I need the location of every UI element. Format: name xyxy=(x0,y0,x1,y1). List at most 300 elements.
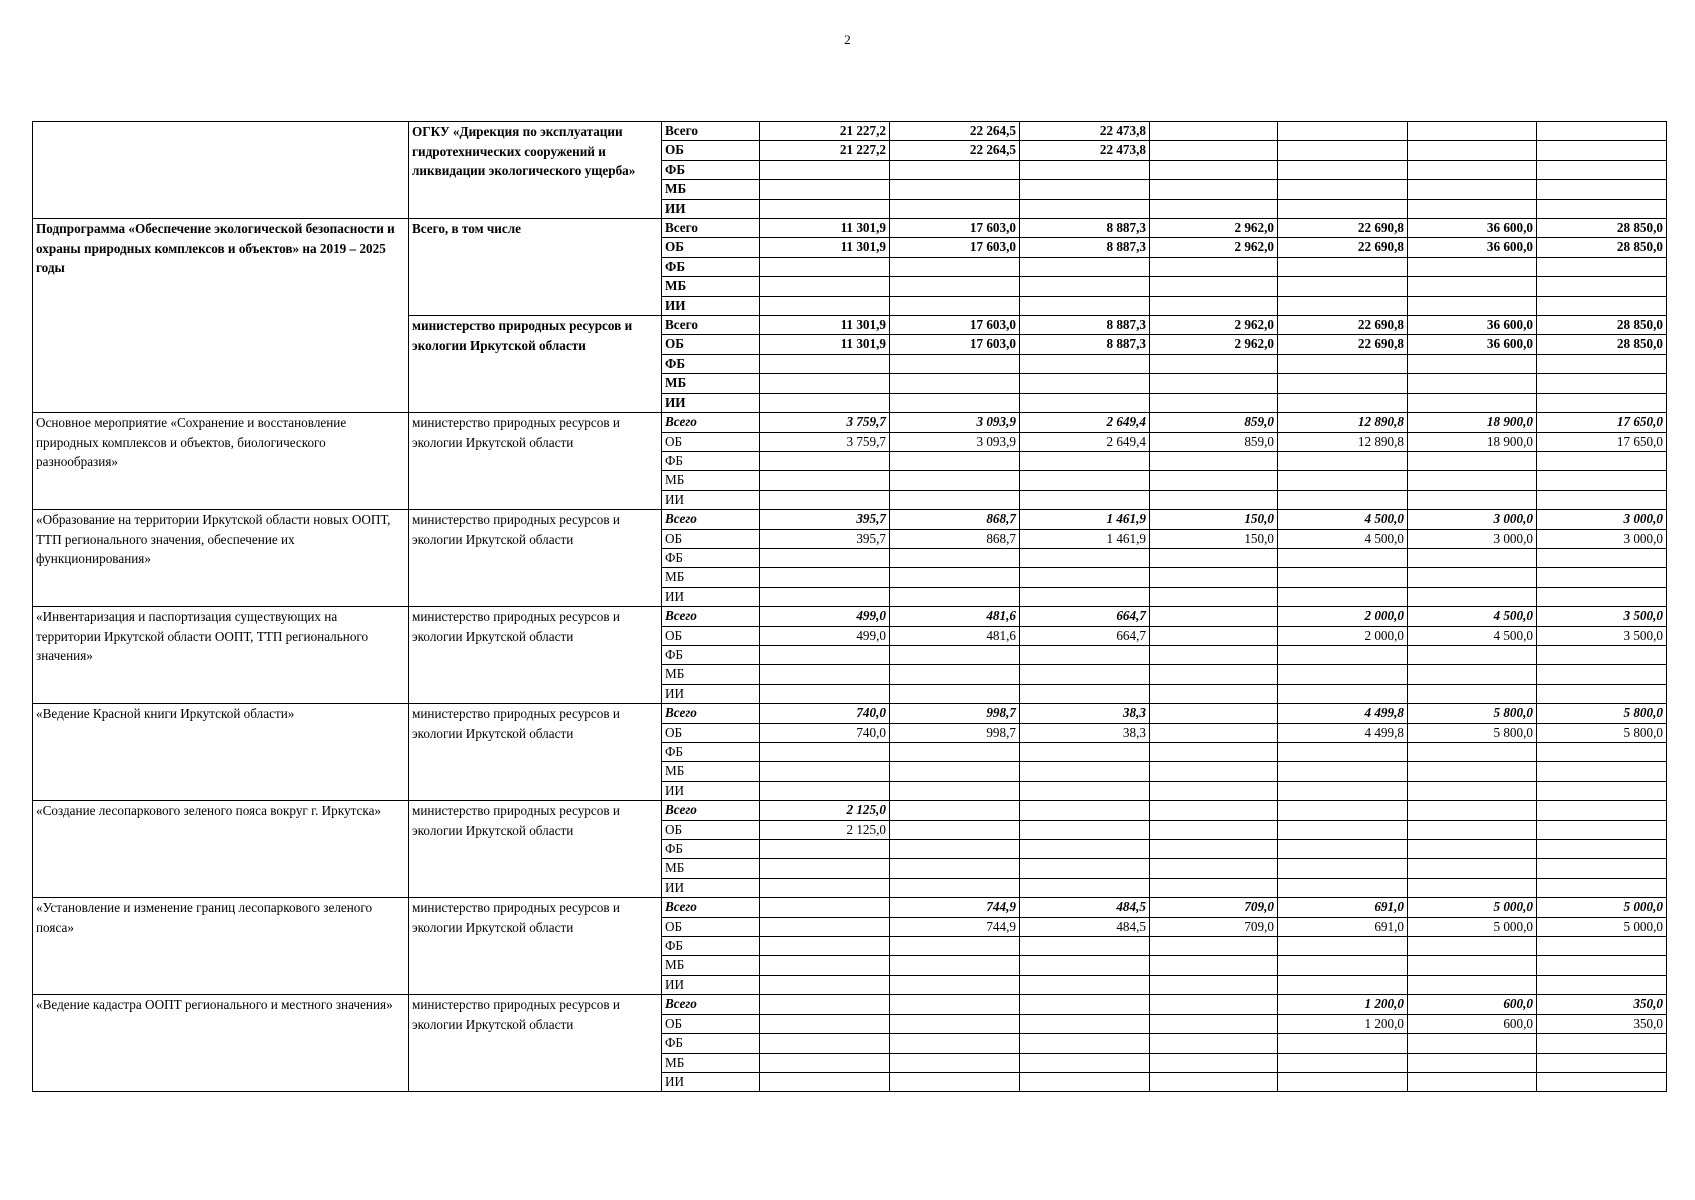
amount-cell xyxy=(1020,451,1150,470)
amount-cell xyxy=(1020,199,1150,218)
amount-cell xyxy=(890,937,1020,956)
amount-cell: 3 500,0 xyxy=(1537,626,1667,645)
amount-cell: 2 962,0 xyxy=(1150,238,1278,257)
amount-cell xyxy=(1278,762,1408,781)
amount-cell xyxy=(1537,975,1667,994)
amount-cell: 22 690,8 xyxy=(1278,316,1408,335)
funding-source-code: ИИ xyxy=(662,296,760,315)
amount-cell xyxy=(760,917,890,936)
amount-cell: 8 887,3 xyxy=(1020,219,1150,238)
amount-cell xyxy=(890,956,1020,975)
amount-cell xyxy=(890,859,1020,878)
amount-cell xyxy=(1278,859,1408,878)
amount-cell xyxy=(1150,956,1278,975)
funding-source-code: ОБ xyxy=(662,626,760,645)
amount-cell xyxy=(1408,122,1537,141)
amount-cell xyxy=(1020,781,1150,800)
amount-cell: 38,3 xyxy=(1020,704,1150,723)
funding-source-code: ОБ xyxy=(662,238,760,257)
amount-cell: 481,6 xyxy=(890,626,1020,645)
funding-source-code: ИИ xyxy=(662,490,760,509)
budget-table xyxy=(32,121,1667,1092)
table-row xyxy=(33,898,1667,917)
amount-cell xyxy=(760,180,890,199)
amount-cell xyxy=(1278,393,1408,412)
funding-source-code: ИИ xyxy=(662,684,760,703)
amount-cell: 4 499,8 xyxy=(1278,723,1408,742)
amount-cell: 36 600,0 xyxy=(1408,335,1537,354)
amount-cell xyxy=(1020,587,1150,606)
amount-cell: 740,0 xyxy=(760,704,890,723)
amount-cell xyxy=(890,1072,1020,1091)
funding-source-code: Всего xyxy=(662,316,760,335)
amount-cell: 664,7 xyxy=(1020,626,1150,645)
amount-cell: 28 850,0 xyxy=(1537,219,1667,238)
amount-cell: 11 301,9 xyxy=(760,238,890,257)
amount-cell xyxy=(1150,684,1278,703)
funding-source-code: ФБ xyxy=(662,1034,760,1053)
amount-cell: 868,7 xyxy=(890,529,1020,548)
amount-cell xyxy=(1537,548,1667,567)
amount-cell xyxy=(760,878,890,897)
amount-cell xyxy=(1278,665,1408,684)
amount-cell xyxy=(1150,296,1278,315)
amount-cell: 4 500,0 xyxy=(1408,626,1537,645)
funding-source-code: ФБ xyxy=(662,257,760,276)
amount-cell: 28 850,0 xyxy=(1537,316,1667,335)
amount-cell xyxy=(1537,665,1667,684)
amount-cell xyxy=(1537,956,1667,975)
amount-cell: 17 603,0 xyxy=(890,335,1020,354)
amount-cell xyxy=(890,995,1020,1014)
amount-cell xyxy=(760,762,890,781)
amount-cell xyxy=(1537,1072,1667,1091)
amount-cell xyxy=(1408,762,1537,781)
funding-source-code: ИИ xyxy=(662,587,760,606)
amount-cell xyxy=(1150,859,1278,878)
amount-cell xyxy=(760,840,890,859)
amount-cell xyxy=(1150,490,1278,509)
amount-cell xyxy=(1278,160,1408,179)
amount-cell: 600,0 xyxy=(1408,1014,1537,1033)
amount-cell: 4 500,0 xyxy=(1408,607,1537,626)
amount-cell xyxy=(760,277,890,296)
amount-cell: 2 000,0 xyxy=(1278,607,1408,626)
amount-cell: 150,0 xyxy=(1150,510,1278,529)
amount-cell xyxy=(1278,122,1408,141)
amount-cell: 150,0 xyxy=(1150,529,1278,548)
amount-cell xyxy=(1278,257,1408,276)
amount-cell xyxy=(1278,956,1408,975)
amount-cell: 868,7 xyxy=(890,510,1020,529)
amount-cell xyxy=(890,684,1020,703)
amount-cell xyxy=(1150,141,1278,160)
amount-cell: 22 690,8 xyxy=(1278,335,1408,354)
amount-cell xyxy=(890,393,1020,412)
amount-cell xyxy=(1408,665,1537,684)
amount-cell: 3 759,7 xyxy=(760,413,890,432)
amount-cell xyxy=(1278,645,1408,664)
amount-cell xyxy=(1537,762,1667,781)
amount-cell xyxy=(1408,956,1537,975)
amount-cell xyxy=(760,975,890,994)
amount-cell: 2 125,0 xyxy=(760,820,890,839)
amount-cell xyxy=(1020,393,1150,412)
amount-cell: 484,5 xyxy=(1020,898,1150,917)
amount-cell xyxy=(1020,878,1150,897)
amount-cell xyxy=(760,956,890,975)
funding-source-code: МБ xyxy=(662,568,760,587)
amount-cell xyxy=(760,1034,890,1053)
amount-cell xyxy=(1537,141,1667,160)
amount-cell: 3 500,0 xyxy=(1537,607,1667,626)
amount-cell xyxy=(1150,878,1278,897)
amount-cell xyxy=(1020,820,1150,839)
table-row xyxy=(33,219,1667,238)
amount-cell xyxy=(1278,374,1408,393)
amount-cell xyxy=(1408,1034,1537,1053)
funding-source-code: Всего xyxy=(662,607,760,626)
amount-cell xyxy=(890,878,1020,897)
amount-cell: 4 500,0 xyxy=(1278,510,1408,529)
amount-cell xyxy=(760,548,890,567)
funding-source-code: Всего xyxy=(662,801,760,820)
amount-cell xyxy=(1150,374,1278,393)
amount-cell xyxy=(1537,568,1667,587)
amount-cell xyxy=(1278,471,1408,490)
amount-cell xyxy=(1278,587,1408,606)
table-row xyxy=(33,510,1667,529)
amount-cell xyxy=(1278,684,1408,703)
amount-cell xyxy=(1020,374,1150,393)
amount-cell xyxy=(890,665,1020,684)
amount-cell: 859,0 xyxy=(1150,432,1278,451)
funding-source-code: Всего xyxy=(662,510,760,529)
activity-name: «Ведение Красной книги Иркутской области» xyxy=(33,704,409,801)
amount-cell xyxy=(760,393,890,412)
amount-cell: 1 461,9 xyxy=(1020,510,1150,529)
amount-cell xyxy=(1408,160,1537,179)
amount-cell xyxy=(890,781,1020,800)
amount-cell xyxy=(1537,801,1667,820)
amount-cell: 600,0 xyxy=(1408,995,1537,1014)
amount-cell xyxy=(1020,548,1150,567)
amount-cell xyxy=(1020,354,1150,373)
activity-name: «Создание лесопаркового зеленого пояса вокруг г. Иркутска» xyxy=(33,801,409,898)
amount-cell xyxy=(1278,141,1408,160)
table-row xyxy=(33,122,1667,141)
funding-source-code: ОБ xyxy=(662,820,760,839)
activity-name: «Установление и изменение границ лесопаркового зеленого пояса» xyxy=(33,898,409,995)
amount-cell xyxy=(1408,471,1537,490)
amount-cell xyxy=(1150,743,1278,762)
funding-source-code: Всего xyxy=(662,898,760,917)
amount-cell xyxy=(1020,840,1150,859)
amount-cell: 36 600,0 xyxy=(1408,316,1537,335)
amount-cell xyxy=(760,199,890,218)
amount-cell xyxy=(760,937,890,956)
amount-cell xyxy=(890,1034,1020,1053)
amount-cell xyxy=(1150,645,1278,664)
amount-cell xyxy=(1150,471,1278,490)
amount-cell: 12 890,8 xyxy=(1278,432,1408,451)
amount-cell xyxy=(1020,645,1150,664)
amount-cell xyxy=(890,645,1020,664)
funding-source-code: ФБ xyxy=(662,937,760,956)
amount-cell xyxy=(1408,374,1537,393)
amount-cell xyxy=(1408,354,1537,373)
amount-cell xyxy=(1537,471,1667,490)
table-row xyxy=(33,995,1667,1014)
funding-source-code: ИИ xyxy=(662,781,760,800)
funding-source-code: МБ xyxy=(662,180,760,199)
amount-cell xyxy=(1278,451,1408,470)
funding-source-code: Всего xyxy=(662,704,760,723)
amount-cell xyxy=(1537,257,1667,276)
amount-cell xyxy=(760,354,890,373)
funding-source-code: МБ xyxy=(662,956,760,975)
funding-source-code: ИИ xyxy=(662,975,760,994)
amount-cell: 18 900,0 xyxy=(1408,432,1537,451)
amount-cell: 21 227,2 xyxy=(760,141,890,160)
amount-cell xyxy=(1150,820,1278,839)
amount-cell xyxy=(1278,568,1408,587)
amount-cell xyxy=(1020,160,1150,179)
amount-cell xyxy=(760,568,890,587)
responsible-executor: министерство природных ресурсов и экологии Иркутской области xyxy=(409,316,662,413)
funding-source-code: МБ xyxy=(662,1053,760,1072)
amount-cell xyxy=(1150,607,1278,626)
amount-cell xyxy=(1278,781,1408,800)
amount-cell xyxy=(1537,354,1667,373)
amount-cell xyxy=(1408,568,1537,587)
amount-cell xyxy=(1278,180,1408,199)
amount-cell xyxy=(1278,878,1408,897)
funding-source-code: ИИ xyxy=(662,1072,760,1091)
amount-cell: 2 649,4 xyxy=(1020,413,1150,432)
amount-cell: 11 301,9 xyxy=(760,316,890,335)
funding-source-code: МБ xyxy=(662,277,760,296)
amount-cell: 691,0 xyxy=(1278,917,1408,936)
funding-source-code: ФБ xyxy=(662,743,760,762)
amount-cell xyxy=(1150,995,1278,1014)
amount-cell xyxy=(760,1014,890,1033)
amount-cell xyxy=(1020,1072,1150,1091)
amount-cell xyxy=(760,859,890,878)
amount-cell xyxy=(890,257,1020,276)
amount-cell: 744,9 xyxy=(890,898,1020,917)
table-row xyxy=(33,801,1667,820)
amount-cell xyxy=(890,975,1020,994)
amount-cell xyxy=(1408,257,1537,276)
amount-cell xyxy=(890,820,1020,839)
amount-cell xyxy=(1278,354,1408,373)
amount-cell: 3 000,0 xyxy=(1408,510,1537,529)
amount-cell: 21 227,2 xyxy=(760,122,890,141)
amount-cell xyxy=(1150,122,1278,141)
amount-cell xyxy=(1537,374,1667,393)
amount-cell: 22 473,8 xyxy=(1020,141,1150,160)
amount-cell xyxy=(1537,937,1667,956)
amount-cell xyxy=(1278,199,1408,218)
amount-cell: 22 473,8 xyxy=(1020,122,1150,141)
amount-cell xyxy=(1537,859,1667,878)
amount-cell xyxy=(1537,878,1667,897)
amount-cell: 499,0 xyxy=(760,607,890,626)
amount-cell: 22 690,8 xyxy=(1278,219,1408,238)
amount-cell xyxy=(760,665,890,684)
amount-cell xyxy=(1408,801,1537,820)
amount-cell xyxy=(1408,859,1537,878)
amount-cell xyxy=(1278,1072,1408,1091)
amount-cell: 18 900,0 xyxy=(1408,413,1537,432)
responsible-executor: министерство природных ресурсов и экологии Иркутской области xyxy=(409,510,662,607)
amount-cell xyxy=(1150,1034,1278,1053)
amount-cell xyxy=(890,296,1020,315)
amount-cell xyxy=(1020,801,1150,820)
funding-source-code: МБ xyxy=(662,665,760,684)
amount-cell xyxy=(760,645,890,664)
amount-cell xyxy=(1408,878,1537,897)
amount-cell xyxy=(1408,587,1537,606)
amount-cell xyxy=(1278,548,1408,567)
amount-cell: 17 650,0 xyxy=(1537,413,1667,432)
page-number: 2 xyxy=(844,32,851,47)
amount-cell xyxy=(1020,665,1150,684)
amount-cell xyxy=(890,548,1020,567)
amount-cell: 22 264,5 xyxy=(890,122,1020,141)
funding-source-code: МБ xyxy=(662,859,760,878)
funding-source-code: ОБ xyxy=(662,141,760,160)
amount-cell: 2 962,0 xyxy=(1150,335,1278,354)
amount-cell xyxy=(890,490,1020,509)
activity-name: «Ведение кадастра ООПТ регионального и местного значения» xyxy=(33,995,409,1092)
amount-cell xyxy=(1150,160,1278,179)
amount-cell: 3 759,7 xyxy=(760,432,890,451)
amount-cell: 998,7 xyxy=(890,704,1020,723)
amount-cell xyxy=(890,277,1020,296)
amount-cell xyxy=(1020,490,1150,509)
responsible-executor: министерство природных ресурсов и экологии Иркутской области xyxy=(409,898,662,995)
amount-cell xyxy=(1020,471,1150,490)
amount-cell: 22 264,5 xyxy=(890,141,1020,160)
funding-source-code: ФБ xyxy=(662,840,760,859)
amount-cell xyxy=(1537,451,1667,470)
table-row xyxy=(33,704,1667,723)
amount-cell xyxy=(890,199,1020,218)
amount-cell xyxy=(1537,820,1667,839)
amount-cell: 36 600,0 xyxy=(1408,238,1537,257)
amount-cell xyxy=(1020,975,1150,994)
funding-source-code: ОБ xyxy=(662,723,760,742)
amount-cell xyxy=(1020,684,1150,703)
amount-cell xyxy=(1150,257,1278,276)
amount-cell xyxy=(1537,840,1667,859)
amount-cell xyxy=(1408,199,1537,218)
amount-cell: 28 850,0 xyxy=(1537,335,1667,354)
amount-cell xyxy=(760,1072,890,1091)
amount-cell xyxy=(1020,937,1150,956)
amount-cell xyxy=(890,180,1020,199)
amount-cell xyxy=(1537,490,1667,509)
amount-cell xyxy=(890,1014,1020,1033)
amount-cell xyxy=(1020,1053,1150,1072)
amount-cell: 11 301,9 xyxy=(760,219,890,238)
amount-cell xyxy=(1537,160,1667,179)
funding-source-code: ФБ xyxy=(662,548,760,567)
amount-cell xyxy=(1408,548,1537,567)
funding-source-code: ИИ xyxy=(662,878,760,897)
amount-cell xyxy=(1020,743,1150,762)
amount-cell xyxy=(1278,1034,1408,1053)
responsible-executor: министерство природных ресурсов и экологии Иркутской области xyxy=(409,607,662,704)
amount-cell xyxy=(1020,762,1150,781)
amount-cell xyxy=(890,160,1020,179)
amount-cell: 2 125,0 xyxy=(760,801,890,820)
funding-source-code: МБ xyxy=(662,374,760,393)
amount-cell xyxy=(760,296,890,315)
amount-cell xyxy=(1150,937,1278,956)
amount-cell xyxy=(1408,840,1537,859)
amount-cell xyxy=(1408,820,1537,839)
amount-cell xyxy=(890,451,1020,470)
amount-cell xyxy=(1537,587,1667,606)
amount-cell xyxy=(760,374,890,393)
amount-cell xyxy=(890,762,1020,781)
funding-source-code: ОБ xyxy=(662,432,760,451)
amount-cell xyxy=(1278,975,1408,994)
amount-cell xyxy=(1408,1072,1537,1091)
amount-cell xyxy=(1278,820,1408,839)
amount-cell: 2 962,0 xyxy=(1150,219,1278,238)
amount-cell: 5 800,0 xyxy=(1537,723,1667,742)
amount-cell: 740,0 xyxy=(760,723,890,742)
amount-cell xyxy=(1408,743,1537,762)
amount-cell xyxy=(1278,743,1408,762)
amount-cell: 17 603,0 xyxy=(890,219,1020,238)
amount-cell: 1 200,0 xyxy=(1278,995,1408,1014)
amount-cell: 5 800,0 xyxy=(1408,704,1537,723)
amount-cell: 11 301,9 xyxy=(760,335,890,354)
amount-cell: 3 093,9 xyxy=(890,432,1020,451)
responsible-executor: Всего, в том числе xyxy=(409,219,662,316)
amount-cell xyxy=(1150,723,1278,742)
amount-cell: 5 800,0 xyxy=(1537,704,1667,723)
amount-cell: 38,3 xyxy=(1020,723,1150,742)
amount-cell xyxy=(1150,840,1278,859)
funding-source-code: ФБ xyxy=(662,451,760,470)
amount-cell xyxy=(1278,1053,1408,1072)
amount-cell xyxy=(1150,1053,1278,1072)
funding-source-code: Всего xyxy=(662,995,760,1014)
amount-cell xyxy=(760,781,890,800)
amount-cell: 1 200,0 xyxy=(1278,1014,1408,1033)
amount-cell xyxy=(1537,296,1667,315)
amount-cell xyxy=(1020,1014,1150,1033)
amount-cell xyxy=(1537,393,1667,412)
amount-cell xyxy=(760,471,890,490)
amount-cell xyxy=(890,568,1020,587)
amount-cell: 22 690,8 xyxy=(1278,238,1408,257)
amount-cell: 859,0 xyxy=(1150,413,1278,432)
amount-cell: 36 600,0 xyxy=(1408,219,1537,238)
amount-cell: 3 000,0 xyxy=(1537,510,1667,529)
amount-cell xyxy=(890,840,1020,859)
amount-cell xyxy=(1150,665,1278,684)
funding-source-code: ОБ xyxy=(662,529,760,548)
amount-cell: 709,0 xyxy=(1150,898,1278,917)
amount-cell xyxy=(1020,296,1150,315)
